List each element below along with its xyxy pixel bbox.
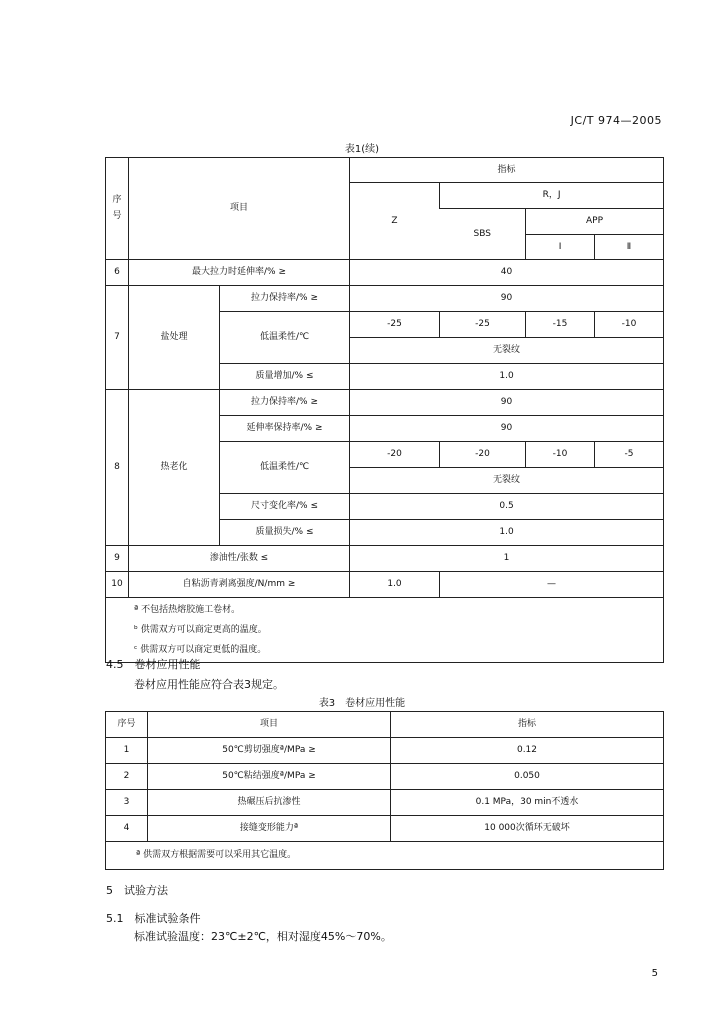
- row7-lowtemp-app-i: -15: [526, 312, 595, 338]
- row8-lowtemp-z: -20: [350, 442, 440, 468]
- row8-mass-label: 质量损失/% ≤: [220, 520, 350, 546]
- table-row: [106, 790, 664, 816]
- table1-caption: 表1(续): [344, 144, 380, 155]
- row8-lowtemp-label: 低温柔性/℃: [220, 442, 350, 494]
- row7-mass-value: 1.0: [350, 364, 664, 390]
- table1-notes: [106, 598, 664, 663]
- table1-note-c: ᶜ 供需双方可以商定更低的温度。: [134, 645, 267, 655]
- t3-header-indicator: 指标: [391, 712, 664, 738]
- row10-value-z: 1.0: [350, 572, 440, 598]
- table-row: [106, 390, 664, 416]
- row8-lowtemp-result: 无裂纹: [350, 468, 664, 494]
- table-row: [106, 764, 664, 790]
- document-code: JC/T 974—2005: [570, 114, 662, 127]
- row8-dim-label: 尺寸变化率/% ≤: [220, 494, 350, 520]
- table-row: [106, 572, 664, 598]
- row8-tensile-value: 90: [350, 390, 664, 416]
- table3: [105, 711, 664, 870]
- table-row: [106, 738, 664, 764]
- page-number: 5: [651, 968, 658, 979]
- header-app: APP: [526, 209, 664, 235]
- t3-row3-no: 3: [106, 790, 148, 816]
- row7-mass-label: 质量增加/% ≤: [220, 364, 350, 390]
- section-4-5-body: 卷材应用性能应符合表3规定。: [134, 678, 284, 691]
- row7-tensile-value: 90: [350, 286, 664, 312]
- row8-elong-value: 90: [350, 416, 664, 442]
- t3-header-seq: 序号: [106, 712, 148, 738]
- row10-value-rest: —: [440, 572, 664, 598]
- row7-no: 7: [106, 286, 129, 390]
- header-app-ii: Ⅱ: [595, 235, 664, 260]
- t3-row3-value: 0.1 MPa，30 min不透水: [391, 790, 664, 816]
- row8-lowtemp-sbs: -20: [440, 442, 526, 468]
- header-seq: 序 号: [106, 158, 129, 260]
- section-5-title: 5 试验方法: [106, 884, 168, 897]
- t3-row2-no: 2: [106, 764, 148, 790]
- row7-lowtemp-app-ii: -10: [595, 312, 664, 338]
- section-5-1-title: 5.1 标准试验条件: [106, 912, 201, 925]
- row10-no: 10: [106, 572, 129, 598]
- section-4-5-title: 4.5 卷材应用性能: [106, 658, 201, 671]
- table-row: [106, 816, 664, 842]
- t3-row1-no: 1: [106, 738, 148, 764]
- row6-item: 最大拉力时延伸率/% ≥: [129, 260, 350, 286]
- table3-note: ª 供需双方根据需要可以采用其它温度。: [106, 842, 664, 870]
- header-indicator: 指标: [350, 158, 664, 183]
- header-app-i: Ⅰ: [526, 235, 595, 260]
- row6-no: 6: [106, 260, 129, 286]
- row9-value: 1: [350, 546, 664, 572]
- header-rj: R，J: [440, 183, 664, 209]
- table3-header: [106, 712, 664, 738]
- row7-lowtemp-label: 低温柔性/℃: [220, 312, 350, 364]
- row7-group: 盐处理: [129, 286, 220, 390]
- row8-no: 8: [106, 390, 129, 546]
- row8-lowtemp-app-ii: -5: [595, 442, 664, 468]
- t3-row2-item: 50℃粘结强度ª/MPa ≥: [148, 764, 391, 790]
- row9-item: 渗油性/张数 ≤: [129, 546, 350, 572]
- t3-row2-value: 0.050: [391, 764, 664, 790]
- table-row: [106, 260, 664, 286]
- row8-group: 热老化: [129, 390, 220, 546]
- t3-row4-item: 接缝变形能力ª: [148, 816, 391, 842]
- t3-row4-no: 4: [106, 816, 148, 842]
- row7-lowtemp-sbs: -25: [440, 312, 526, 338]
- table-row: [106, 286, 664, 312]
- row8-mass-value: 1.0: [350, 520, 664, 546]
- row10-item: 自粘沥青剥离强度/N/mm ≥: [129, 572, 350, 598]
- row7-lowtemp-result: 无裂纹: [350, 338, 664, 364]
- row7-tensile-label: 拉力保持率/% ≥: [220, 286, 350, 312]
- table1-note-b: ᵇ 供需双方可以商定更高的温度。: [134, 625, 267, 635]
- table3-caption: 表3 卷材应用性能: [318, 698, 406, 709]
- t3-header-item: 项目: [148, 712, 391, 738]
- row9-no: 9: [106, 546, 129, 572]
- row8-tensile-label: 拉力保持率/% ≥: [220, 390, 350, 416]
- row6-value: 40: [350, 260, 664, 286]
- table-row: [106, 546, 664, 572]
- table1: [105, 157, 664, 663]
- row7-lowtemp-z: -25: [350, 312, 440, 338]
- header-z: Z: [350, 183, 440, 260]
- table1-note-a: ª 不包括热熔胶施工卷材。: [134, 605, 241, 615]
- t3-row4-value: 10 000次循环无破坏: [391, 816, 664, 842]
- t3-row1-item: 50℃剪切强度ª/MPa ≥: [148, 738, 391, 764]
- row8-elong-label: 延伸率保持率/% ≥: [220, 416, 350, 442]
- row8-dim-value: 0.5: [350, 494, 664, 520]
- header-item: 项目: [129, 158, 350, 260]
- header-sbs: SBS: [440, 209, 526, 260]
- t3-row1-value: 0.12: [391, 738, 664, 764]
- t3-row3-item: 热碾压后抗渗性: [148, 790, 391, 816]
- row8-lowtemp-app-i: -10: [526, 442, 595, 468]
- section-5-1-body: 标准试验温度：23℃±2℃，相对湿度45%～70%。: [134, 930, 392, 943]
